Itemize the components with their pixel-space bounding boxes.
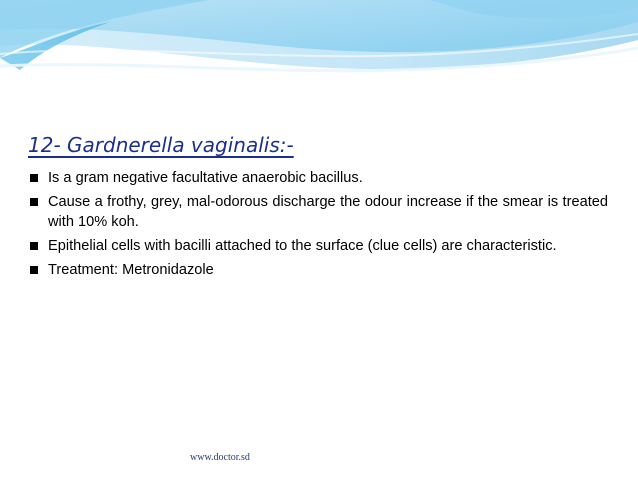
slide-title: 12- Gardnerella vaginalis:-: [28, 133, 294, 157]
square-bullet-icon: [30, 198, 38, 206]
bullet-item: [30, 236, 608, 256]
bullet-text: Epithelial cells with bacilli attached to the surface (clue cells) are characteristic.: [48, 238, 557, 254]
header-wave-band: [0, 0, 638, 82]
bullet-text: Cause a frothy, grey, mal-odorous discharge the odour increase if the smear is treated with 10% koh.: [48, 194, 608, 230]
bullet-item: [30, 168, 608, 188]
header-wave-graphic: [0, 0, 638, 82]
bullet-text: Is a gram negative facultative anaerobic bacillus.: [48, 170, 363, 186]
bullet-item: [30, 192, 608, 232]
bullet-item: [30, 260, 608, 280]
square-bullet-icon: [30, 174, 38, 182]
square-bullet-icon: [30, 242, 38, 250]
bullet-list: [30, 168, 608, 284]
bullet-text: Treatment: Metronidazole: [48, 262, 214, 278]
footer-website: www.doctor.sd: [190, 452, 250, 463]
square-bullet-icon: [30, 266, 38, 274]
